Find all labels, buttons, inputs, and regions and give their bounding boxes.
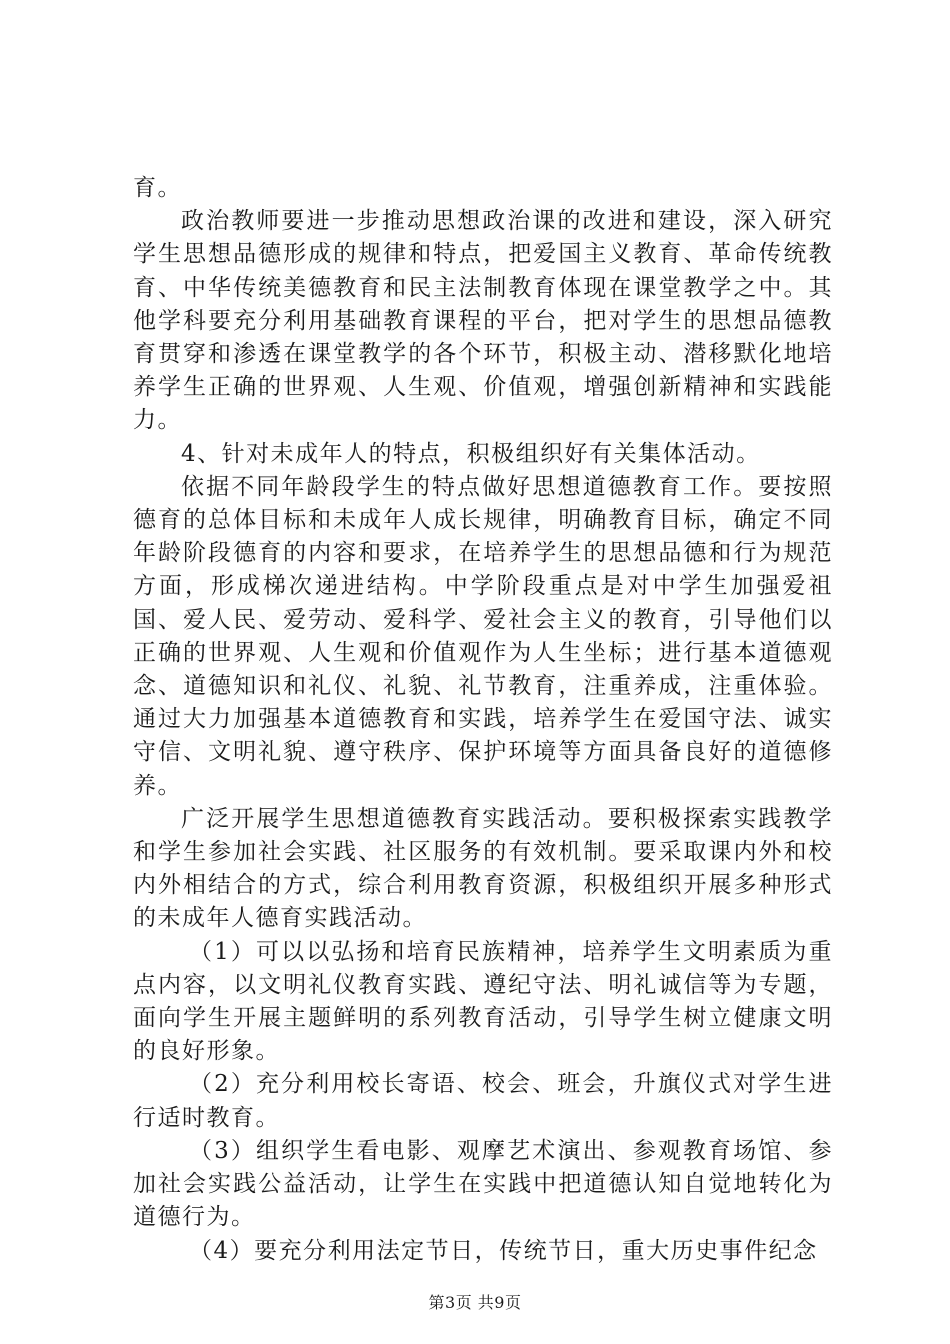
paragraph-age-groups: 依据不同年龄段学生的特点做好思想道德教育工作。要按照德育的总体目标和未成年人成长规律，明确教育目标，确定不同年龄阶段德育的内容和要求，在培养学生的思想品德和行为规范方面，形成梯次递进结构。中学阶段重点是对中学生加强爱祖国、爱人民、爱劳动、爱科学、爱社会主义的教育，引导他们以正确的世界观、人生观和价值观作为人生坐标；进行基本道德观念、道德知识和礼仪、礼貌、礼节教育，注重养成，注重体验。通过大力加强基本道德教育和实践，培养学生在爱国守法、诚实守信、文明礼貌、遵守秩序、保护环境等方面具备良好的道德修养。 bbox=[133, 473, 833, 799]
paragraph-politics-teachers: 政治教师要进一步推动思想政治课的改进和建设，深入研究学生思想品德形成的规律和特点，把爱国主义教育、革命传统教育、中华传统美德教育和民主法制教育体现在课堂教学之中。其他学科要充分利用基础教育课程的平台，把对学生的思想品德教育贯穿和渗透在课堂教学的各个环节，积极主动、潜移默化地培养学生正确的世界观、人生观、价值观，增强创新精神和实践能力。 bbox=[133, 208, 833, 434]
list-item-1: （1）可以以弘扬和培育民族精神，培养学生文明素质为重点内容，以文明礼仪教育实践、遵纪守法、明礼诚信等为专题，面向学生开展主题鲜明的系列教育活动，引导学生树立健康文明的良好形象。 bbox=[133, 938, 833, 1065]
paragraph-continuation: 育。 bbox=[133, 175, 182, 201]
paragraph-practice-activities: 广泛开展学生思想道德教育实践活动。要积极探索实践教学和学生参加社会实践、社区服务的有效机制。要采取课内外和校内外相结合的方式，综合利用教育资源，积极组织开展多种形式的未成年人德育实践活动。 bbox=[133, 805, 833, 932]
list-item-2: （2）充分利用校长寄语、校会、班会，升旗仪式对学生进行适时教育。 bbox=[133, 1071, 833, 1131]
list-item-4: （4）要充分利用法定节日，传统节日，重大历史事件纪念 bbox=[189, 1237, 818, 1264]
document-body bbox=[133, 172, 833, 1268]
section-heading-4: 4、针对未成年人的特点，积极组织好有关集体活动。 bbox=[181, 440, 761, 467]
page-footer: 第3页 共9页 bbox=[428, 1293, 522, 1312]
list-item-3: （3）组织学生看电影、观摩艺术演出、参观教育场馆、参加社会实践公益活动，让学生在实践中把道德认知自觉地转化为道德行为。 bbox=[133, 1137, 833, 1231]
